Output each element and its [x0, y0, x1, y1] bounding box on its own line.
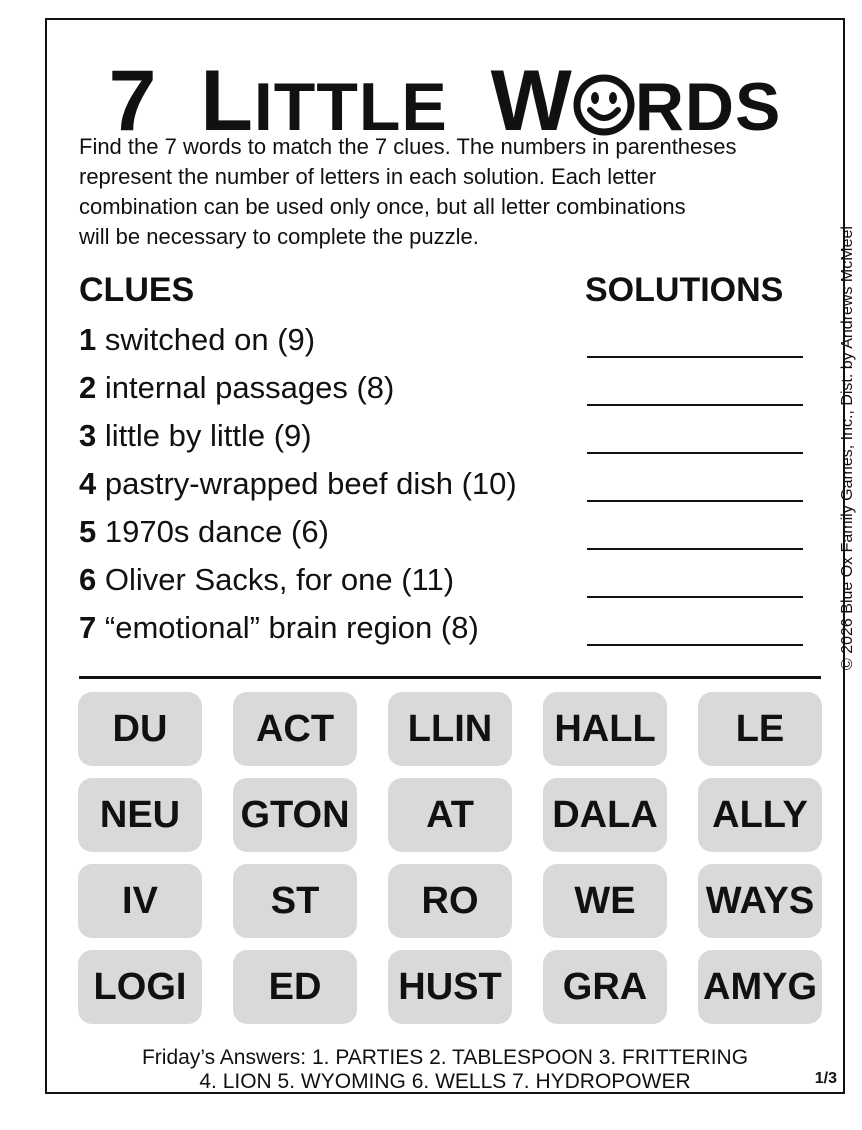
divider [79, 676, 821, 679]
solution-line-3[interactable] [587, 452, 803, 454]
letter-tile[interactable]: ALLY [698, 778, 822, 852]
clue-number: 2 [79, 370, 97, 405]
letter-tile[interactable]: WE [543, 864, 667, 938]
letter-tile[interactable]: LE [698, 692, 822, 766]
letter-tile[interactable]: AT [388, 778, 512, 852]
solution-line-7[interactable] [587, 644, 803, 646]
solution-line-6[interactable] [587, 596, 803, 598]
clues-heading: CLUES [79, 271, 195, 309]
page-number: 1/3 [814, 1070, 837, 1087]
solution-line-4[interactable] [587, 500, 803, 502]
letter-tile[interactable]: IV [78, 864, 202, 938]
solution-line-1[interactable] [587, 356, 803, 358]
instructions-line: represent the number of letters in each solution. Each letter [79, 164, 657, 189]
clue-number: 4 [79, 466, 97, 501]
copyright-credit: © 2026 Blue Ox Family Games, Inc., Dist. by Andrews McMeel [839, 226, 856, 670]
letter-tile[interactable]: RO [388, 864, 512, 938]
letter-tile[interactable]: WAYS [698, 864, 822, 938]
letter-tile[interactable]: GRA [543, 950, 667, 1024]
previous-answers-line-2: 4. LION 5. WYOMING 6. WELLS 7. HYDROPOWER [199, 1070, 691, 1093]
letter-tile[interactable]: ED [233, 950, 357, 1024]
clue-1 [79, 322, 315, 358]
clue-number: 5 [79, 514, 97, 549]
instructions [79, 132, 849, 252]
solutions-heading: SOLUTIONS [585, 271, 784, 309]
letter-tile[interactable]: HALL [543, 692, 667, 766]
letter-tile[interactable]: DALA [543, 778, 667, 852]
title-number: 7 [108, 53, 158, 149]
clue-text: internal passages (8) [104, 370, 395, 405]
instructions-line: combination can be used only once, but all letter combinations [79, 194, 686, 219]
smiley-face-icon [573, 74, 635, 136]
letter-tile[interactable]: NEU [78, 778, 202, 852]
clue-number: 7 [79, 610, 97, 645]
solution-line-5[interactable] [587, 548, 803, 550]
letter-tile[interactable]: GTON [233, 778, 357, 852]
title-letter-w: W [490, 53, 573, 149]
clue-number: 1 [79, 322, 97, 357]
letter-tile[interactable]: HUST [388, 950, 512, 1024]
solution-line-2[interactable] [587, 404, 803, 406]
clue-text: pastry-wrapped beef dish (10) [104, 466, 517, 501]
clue-text: little by little (9) [104, 418, 312, 453]
title-letter-l: L [200, 53, 254, 149]
letter-tile[interactable]: DU [78, 692, 202, 766]
clue-number: 6 [79, 562, 97, 597]
previous-answers-line-1: Friday’s Answers: 1. PARTIES 2. TABLESPOON 3. FRITTERING [141, 1046, 749, 1069]
clue-number: 3 [79, 418, 97, 453]
clue-text: Oliver Sacks, for one (11) [104, 562, 455, 597]
letter-tile[interactable]: ACT [233, 692, 357, 766]
clue-7 [79, 610, 479, 646]
clue-3 [79, 418, 312, 454]
clue-5 [79, 514, 329, 550]
title-ittle: ITTLE [253, 69, 448, 145]
puzzle-frame [45, 18, 856, 1094]
title-rds: RDS [634, 69, 782, 145]
clue-4 [79, 466, 517, 502]
clue-6 [79, 562, 454, 598]
letter-tile[interactable]: ST [233, 864, 357, 938]
letter-tile[interactable]: LLIN [388, 692, 512, 766]
letter-tile[interactable]: AMYG [698, 950, 822, 1024]
letter-tile[interactable]: LOGI [78, 950, 202, 1024]
clue-2 [79, 370, 394, 406]
instructions-line: will be necessary to complete the puzzle. [79, 224, 479, 249]
clue-text: switched on (9) [104, 322, 316, 357]
clue-text: 1970s dance (6) [104, 514, 329, 549]
instructions-line: Find the 7 words to match the 7 clues. The numbers in parentheses [79, 134, 737, 159]
clue-text: “emotional” brain region (8) [104, 610, 479, 645]
